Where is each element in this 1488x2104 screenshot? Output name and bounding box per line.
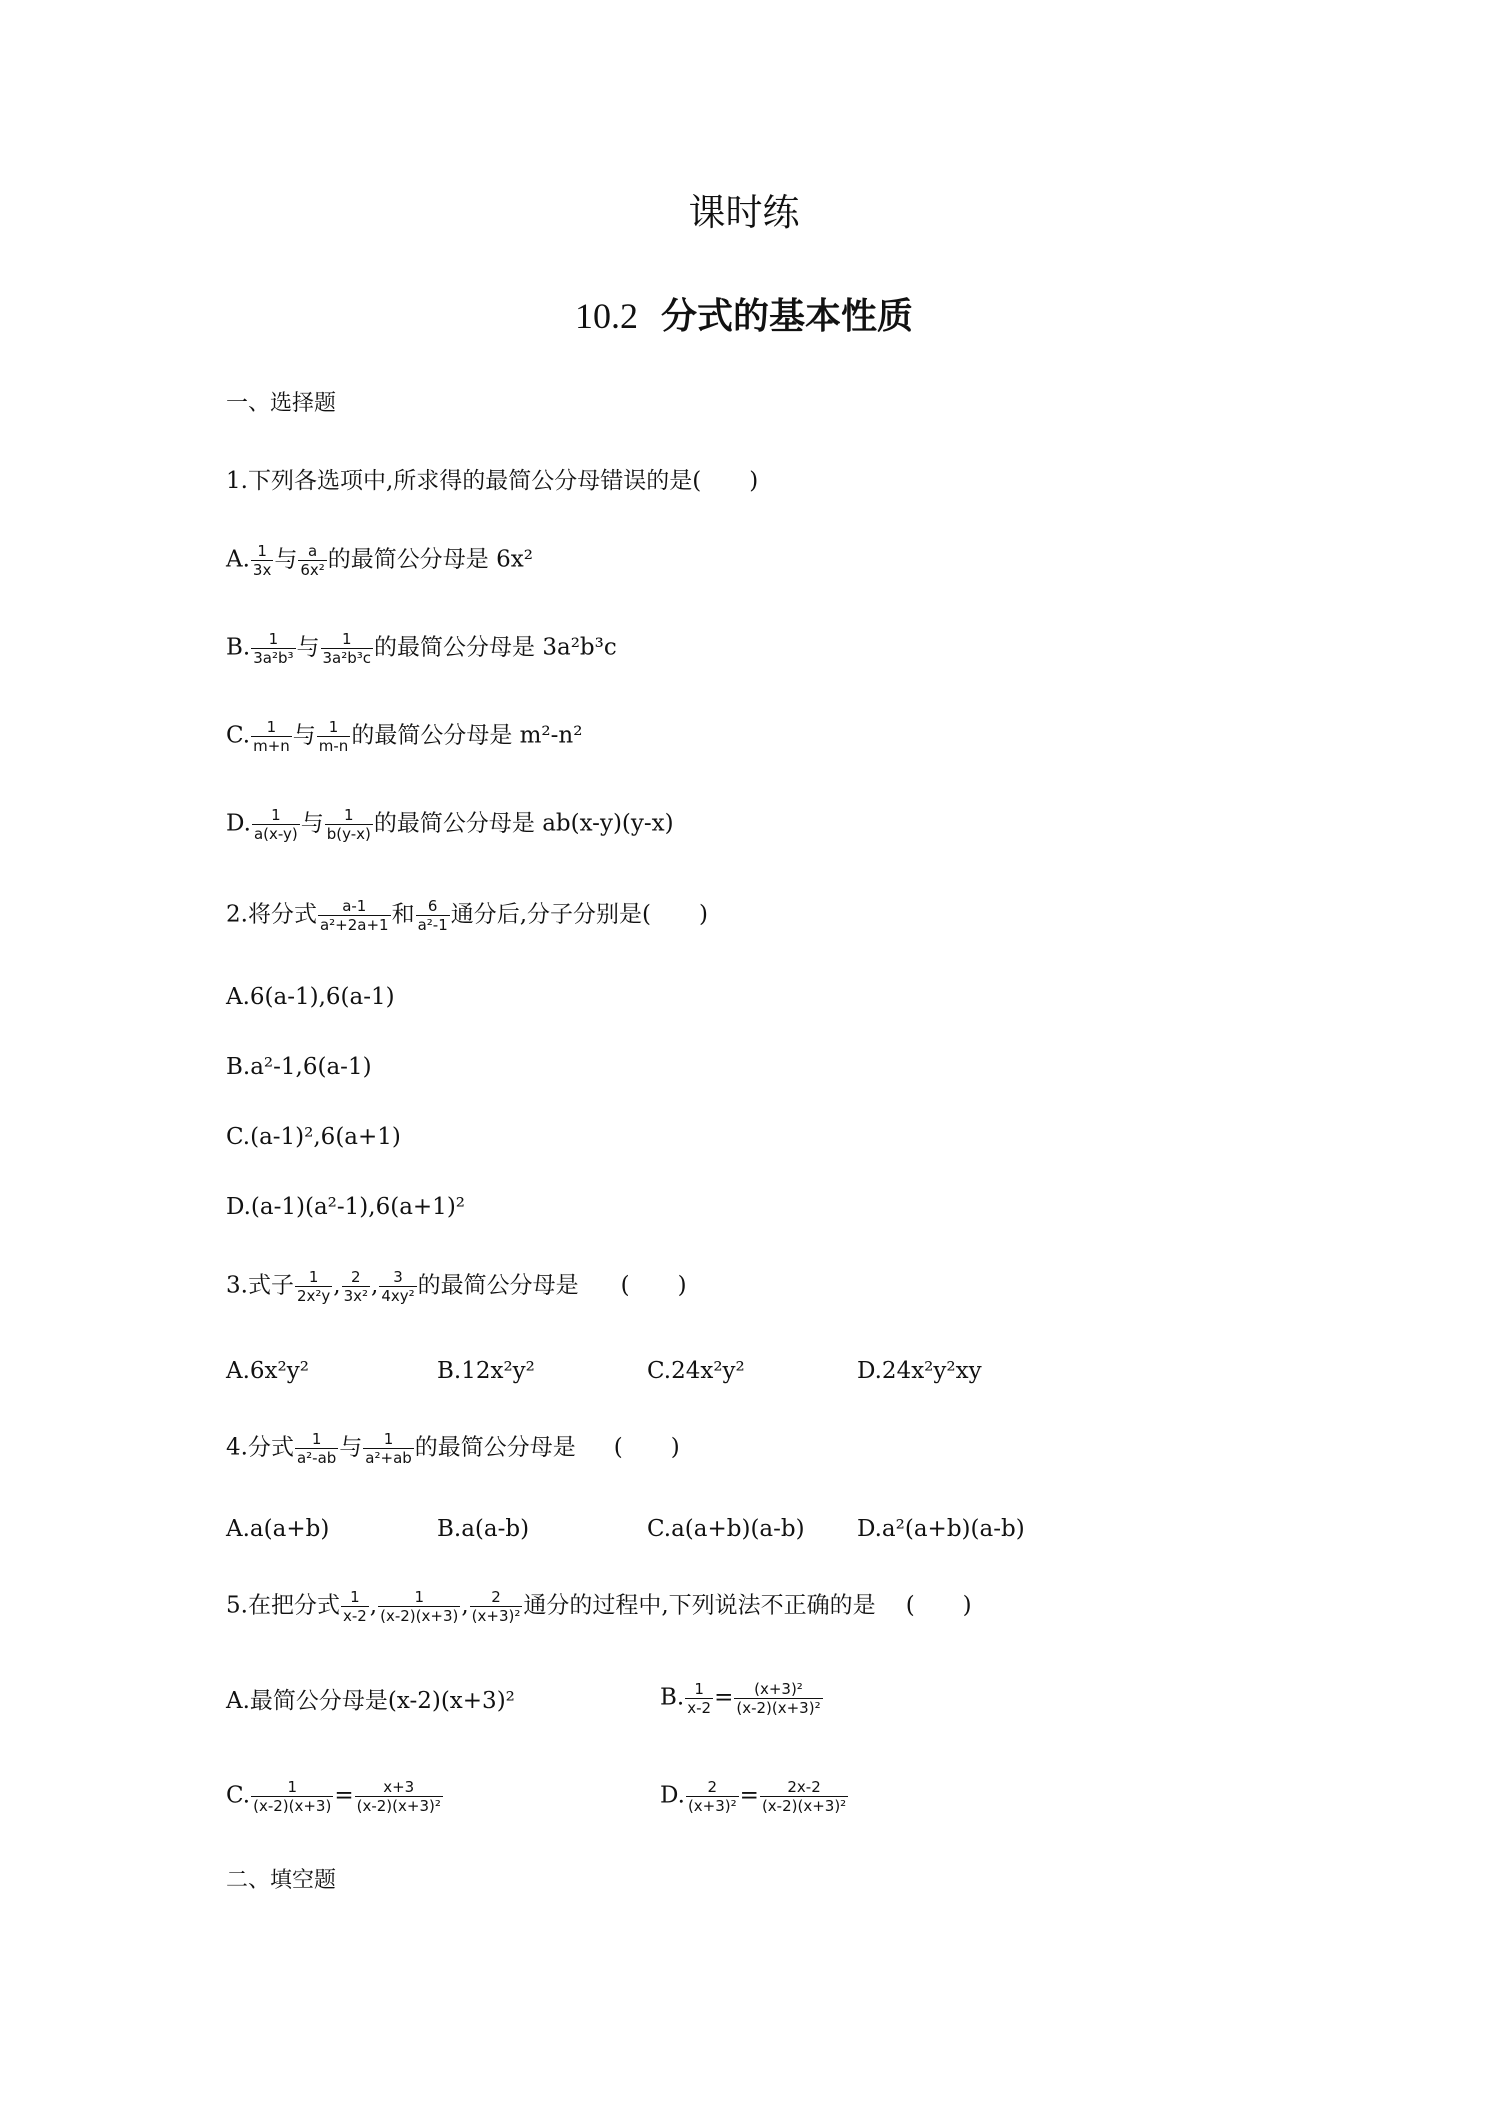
question-3-option-a: A.6x²y²	[226, 1358, 309, 1384]
fraction: $\frac{1}{b(y-x)}$	[326, 806, 371, 843]
fraction: $\frac{a-1}{\text{a²+2a+1}}$	[319, 897, 389, 934]
question-1-option-c: C. $\frac{1}{m+n}$ 与 $\frac{1}{m-n}$ 的最简公分母是 m²-n²	[226, 718, 583, 755]
section-fill-heading: 二、填空题	[226, 1868, 337, 1893]
fraction: $\frac{1}{m-n}$	[318, 718, 349, 755]
fraction: $\frac{2}{\text{(x+3)²}}$	[471, 1588, 521, 1625]
question-2-option-a: A.6(a-1),6(a-1)	[226, 984, 395, 1010]
fraction: $\frac{2x-2}{\text{(x-2)(x+3)²}}$	[761, 1778, 847, 1815]
question-4-option-a: A.a(a+b)	[226, 1516, 330, 1542]
fraction: $\frac{1}{\text{a²-ab}}$	[296, 1430, 337, 1467]
fraction: $\frac{1}{\text{a²+ab}}$	[365, 1430, 412, 1467]
fraction: $\frac{1}{3x}$	[252, 542, 272, 579]
section-choice-heading: 一、选择题	[226, 391, 337, 416]
question-4-option-b: B.a(a-b)	[437, 1516, 530, 1542]
question-3-option-d: D.24x²y²xy	[857, 1358, 982, 1384]
question-2-option-d: D.(a-1)(a²-1),6(a+1)²	[226, 1194, 466, 1220]
question-1-option-b: B. $\frac{1}{\text{3a²b³}}$ 与 $\frac{1}{\text{3a²b³c}}$ 的最简公分母是 3a²b³c	[226, 630, 617, 667]
fraction: $\frac{\text{(x+3)²}}{\text{(x-2)(x+3)²}}$	[736, 1680, 821, 1717]
lesson-name: 分式的基本性质	[660, 296, 913, 337]
question-4-option-d: D.a²(a+b)(a-b)	[857, 1516, 1025, 1542]
question-2-option-b: B.a²-1,6(a-1)	[226, 1054, 372, 1080]
question-2-option-c: C.(a-1)²,6(a+1)	[226, 1124, 401, 1150]
question-4-stem: 4.分式 $\frac{1}{\text{a²-ab}}$ 与 $\frac{1}{\text{a²+ab}}$ 的最简公分母是 ( )	[226, 1430, 680, 1467]
question-5-option-d: D. $\frac{2}{\text{(x+3)²}}$ = $\frac{2x-2}{\text{(x-2)(x+3)²}}$	[660, 1778, 847, 1815]
question-5-stem: 5.在把分式 $\frac{1}{x-2}$ , $\frac{1}{(x-2)(x+3)}$ , $\frac{2}{\text{(x+3)²}}$ 通分的过程中,下列说法不正确的是 ( )	[226, 1588, 972, 1625]
fraction: $\frac{2}{\text{(x+3)²}}$	[687, 1778, 737, 1815]
lesson-number: 10.2	[575, 296, 639, 336]
fraction: $\frac{a}{\text{6x²}}$	[300, 542, 325, 579]
question-4-option-c: C.a(a+b)(a-b)	[647, 1516, 805, 1542]
fraction: $\frac{1}{x-2}$	[687, 1680, 712, 1717]
fraction: $\frac{1}{\text{2x²y}}$	[296, 1268, 331, 1305]
question-1-option-d: D. $\frac{1}{a(x-y)}$ 与 $\frac{1}{b(y-x)}$ 的最简公分母是 ab(x-y)(y-x)	[226, 806, 674, 843]
question-5-option-c: C. $\frac{1}{(x-2)(x+3)}$ = $\frac{x+3}{\text{(x-2)(x+3)²}}$	[226, 1778, 441, 1815]
fraction: $\frac{1}{m+n}$	[253, 718, 290, 755]
question-3-stem: 3.式子 $\frac{1}{\text{2x²y}}$ , $\frac{2}{\text{3x²}}$ , $\frac{3}{\text{4xy²}}$ 的最简公分母是 ( )	[226, 1268, 687, 1305]
lesson-title	[0, 288, 1488, 339]
fraction: $\frac{1}{(x-2)(x+3)}$	[253, 1778, 332, 1815]
question-3-option-c: C.24x²y²	[647, 1358, 745, 1384]
fraction: $\frac{2}{\text{3x²}}$	[343, 1268, 369, 1305]
fraction: $\frac{1}{x-2}$	[342, 1588, 367, 1625]
question-1-option-a: A. $\frac{1}{3x}$ 与 $\frac{a}{\text{6x²}}$ 的最简公分母是 6x²	[226, 542, 533, 579]
question-5-option-b: B. $\frac{1}{x-2}$ = $\frac{\text{(x+3)²}}{\text{(x-2)(x+3)²}}$	[660, 1680, 821, 1717]
fraction: $\frac{6}{\text{a²-1}}$	[417, 897, 448, 934]
question-2-stem: 2.将分式 $\frac{a-1}{\text{a²+2a+1}}$ 和 $\frac{6}{\text{a²-1}}$ 通分后,分子分别是( )	[226, 897, 709, 934]
fraction: $\frac{1}{\text{3a²b³}}$	[253, 630, 294, 667]
question-1-stem: 1.下列各选项中,所求得的最简公分母错误的是( )	[226, 468, 759, 494]
question-5-option-a: A.最简公分母是(x-2)(x+3)²	[226, 1688, 515, 1714]
page-title: 课时练	[688, 191, 800, 234]
fraction: $\frac{1}{\text{3a²b³c}}$	[322, 630, 372, 667]
fraction: $\frac{x+3}{\text{(x-2)(x+3)²}}$	[356, 1778, 441, 1815]
fraction: $\frac{1}{a(x-y)}$	[253, 806, 298, 843]
fraction: $\frac{3}{\text{4xy²}}$	[381, 1268, 415, 1305]
question-3-option-b: B.12x²y²	[437, 1358, 535, 1384]
fraction: $\frac{1}{(x-2)(x+3)}$	[380, 1588, 459, 1625]
